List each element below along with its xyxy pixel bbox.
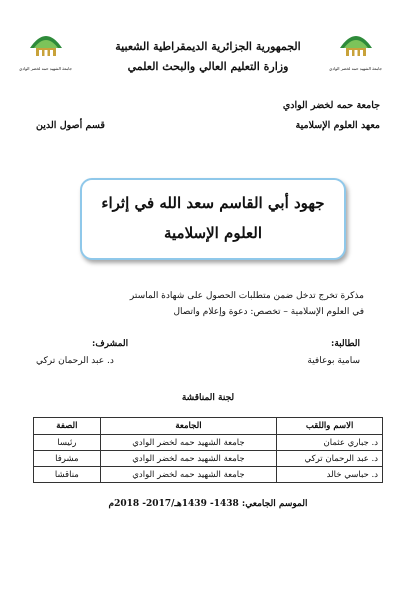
table-row	[34, 435, 383, 451]
supervisor-label: المشرف:	[92, 339, 129, 349]
table-row	[34, 451, 383, 467]
member-role: مشرفا	[34, 451, 101, 467]
thesis-title-line-1: جهود أبي القاسم سعد الله في إثراء	[101, 194, 325, 212]
committee-title: لجنة المناقشة	[181, 393, 235, 403]
member-role: مناقشا	[34, 467, 101, 483]
member-university: جامعة الشهيد حمه لخضر الوادي	[100, 467, 277, 483]
department-name: قسم أصول الدين	[36, 120, 105, 131]
republic-heading: الجمهورية الجزائرية الديمقراطية الشعبية	[115, 40, 301, 53]
supervisor-name: د. عبد الرحمان تركي	[36, 356, 114, 366]
thesis-note-line-2: في العلوم الإسلامية – تخصص: دعوة وإعلام واتصال	[173, 307, 364, 317]
member-name: د. حباسي خالد	[277, 467, 383, 483]
member-university: جامعة الشهيد حمه لخضر الوادي	[100, 451, 277, 467]
member-name: د. جباري عثمان	[277, 435, 383, 451]
table-row	[34, 467, 383, 483]
logo-caption: جامعة الشهيد حمه لخضر الوادي	[19, 66, 72, 71]
header-role: الصفة	[34, 418, 101, 435]
university-name: جامعة حمه لخضر الوادي	[282, 100, 380, 111]
thesis-title-box	[80, 178, 346, 260]
student-label: الطالبة:	[331, 339, 360, 349]
thesis-title-line-2: العلوم الإسلامية	[163, 224, 263, 242]
student-name: سامية بوعافية	[307, 356, 360, 366]
thesis-note-line-1: مذكرة تخرج تدخل ضمن متطلبات الحصول على شهادة الماستر	[129, 291, 364, 301]
academic-year: الموسم الجامعي: 1438- 1439هـ/2017- 2018م	[108, 499, 308, 509]
header-university: الجامعة	[100, 418, 277, 435]
institute-name: معهد العلوم الإسلامية	[295, 120, 380, 131]
ministry-heading: وزارة التعليم العالي والبحث العلمي	[127, 60, 289, 73]
member-university: جامعة الشهيد حمه لخضر الوادي	[100, 435, 277, 451]
committee-table	[33, 417, 383, 483]
member-role: رئيسا	[34, 435, 101, 451]
logo-caption: جامعة الشهيد حمه لخضر الوادي	[329, 66, 382, 71]
member-name: د. عبد الرحمان تركي	[277, 451, 383, 467]
table-header-row	[34, 418, 383, 435]
header-name: الاسم واللقب	[277, 418, 383, 435]
